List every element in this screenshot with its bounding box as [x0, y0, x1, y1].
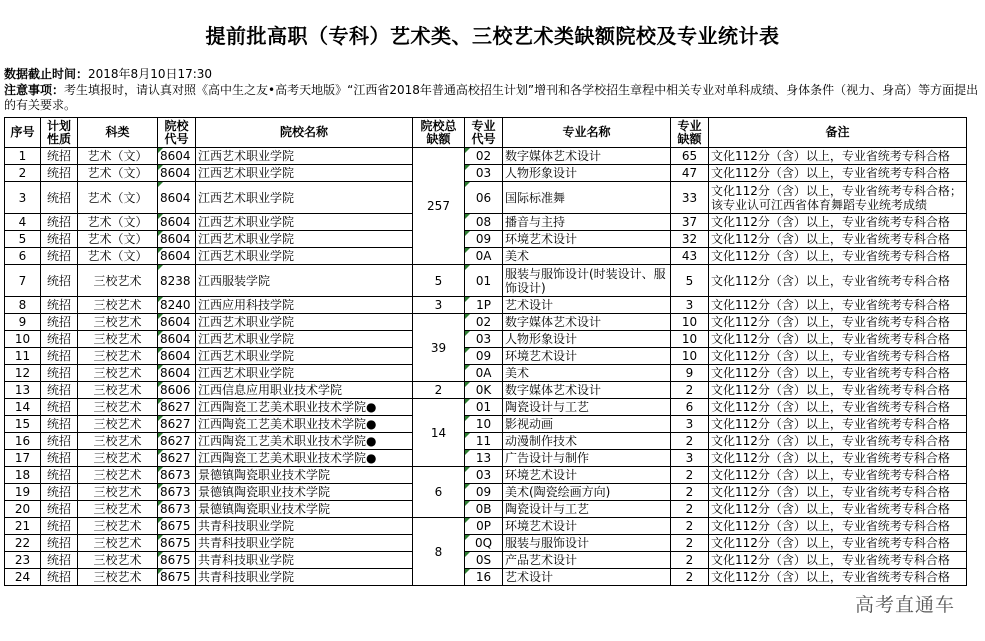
cell-major-gap: 32 — [671, 231, 709, 248]
cell-major-gap: 2 — [671, 433, 709, 450]
cell-major-code: 09 — [465, 231, 503, 248]
cell-seq: 9 — [5, 314, 41, 331]
cell-category: 三校艺术 — [78, 297, 158, 314]
table-row — [5, 165, 967, 182]
cell-major-code: 1P — [465, 297, 503, 314]
cell-plan: 统招 — [41, 535, 78, 552]
cell-school-total: 2 — [413, 382, 465, 399]
cell-school-total: 257 — [413, 148, 465, 265]
cell-major-gap: 3 — [671, 416, 709, 433]
header-school-code: 院校代号 — [158, 118, 196, 148]
cell-school-name: 江西应用科技学院 — [196, 297, 413, 314]
cell-remark: 文化112分（含）以上，专业省统考专科合格 — [709, 416, 967, 433]
cell-major-code: 0K — [465, 382, 503, 399]
cell-school-name: 江西陶瓷工艺美术职业技术学院● — [196, 416, 413, 433]
cell-school-name: 江西艺术职业学院 — [196, 165, 413, 182]
cell-plan: 统招 — [41, 450, 78, 467]
cell-school-total: 14 — [413, 399, 465, 467]
cell-remark: 文化112分（含）以上，专业省统考专科合格 — [709, 365, 967, 382]
cell-school-name: 江西艺术职业学院 — [196, 214, 413, 231]
cell-school-code: 8604 — [158, 331, 196, 348]
cell-major-name: 环境艺术设计 — [503, 518, 671, 535]
cell-category: 三校艺术 — [78, 348, 158, 365]
cell-remark: 文化112分（含）以上，专业省统考专科合格 — [709, 214, 967, 231]
cell-school-name: 江西陶瓷工艺美术职业技术学院● — [196, 433, 413, 450]
cell-remark: 文化112分（含）以上，专业省统考专科合格 — [709, 467, 967, 484]
cell-major-code: 03 — [465, 165, 503, 182]
cell-plan: 统招 — [41, 297, 78, 314]
header-row — [5, 118, 967, 148]
deadline-line — [4, 67, 212, 82]
cell-plan: 统招 — [41, 214, 78, 231]
cell-school-code: 8627 — [158, 450, 196, 467]
cell-major-code: 09 — [465, 484, 503, 501]
table-row — [5, 314, 967, 331]
vacancy-table — [4, 117, 967, 586]
cell-category: 艺术（文） — [78, 248, 158, 265]
cell-major-name: 国际标准舞 — [503, 182, 671, 214]
cell-school-code: 8604 — [158, 214, 196, 231]
cell-major-code: 02 — [465, 314, 503, 331]
cell-category: 三校艺术 — [78, 433, 158, 450]
cell-remark: 文化112分（含）以上，专业省统考专科合格 — [709, 331, 967, 348]
cell-school-name: 江西艺术职业学院 — [196, 248, 413, 265]
watermark-text: 高考直通车 — [854, 594, 955, 616]
cell-major-gap: 37 — [671, 214, 709, 231]
cell-plan: 统招 — [41, 433, 78, 450]
cell-school-code: 8238 — [158, 265, 196, 297]
cell-category: 三校艺术 — [78, 416, 158, 433]
cell-major-name: 美术 — [503, 248, 671, 265]
cell-school-name: 江西信息应用职业技术学院 — [196, 382, 413, 399]
table-row — [5, 248, 967, 265]
cell-major-code: 0B — [465, 501, 503, 518]
cell-plan: 统招 — [41, 518, 78, 535]
cell-school-code: 8673 — [158, 501, 196, 518]
cell-major-name: 人物形象设计 — [503, 331, 671, 348]
cell-plan: 统招 — [41, 265, 78, 297]
cell-seq: 16 — [5, 433, 41, 450]
header-major-code: 专业代号 — [465, 118, 503, 148]
cell-school-code: 8604 — [158, 314, 196, 331]
cell-school-code: 8627 — [158, 416, 196, 433]
cell-major-name: 数字媒体艺术设计 — [503, 148, 671, 165]
cell-major-code: 10 — [465, 416, 503, 433]
cell-plan: 统招 — [41, 248, 78, 265]
cell-plan: 统招 — [41, 314, 78, 331]
cell-plan: 统招 — [41, 501, 78, 518]
cell-major-gap: 10 — [671, 314, 709, 331]
note-line — [4, 83, 979, 113]
cell-seq: 24 — [5, 569, 41, 586]
cell-major-name: 动漫制作技术 — [503, 433, 671, 450]
cell-school-code: 8673 — [158, 467, 196, 484]
table-row — [5, 467, 967, 484]
cell-seq: 3 — [5, 182, 41, 214]
cell-plan: 统招 — [41, 182, 78, 214]
cell-school-code: 8675 — [158, 569, 196, 586]
cell-major-code: 03 — [465, 467, 503, 484]
cell-category: 三校艺术 — [78, 450, 158, 467]
cell-school-code: 8240 — [158, 297, 196, 314]
cell-major-code: 02 — [465, 148, 503, 165]
table-body — [5, 148, 967, 586]
cell-major-name: 影视动画 — [503, 416, 671, 433]
cell-major-gap: 47 — [671, 165, 709, 182]
table-row — [5, 148, 967, 165]
table-row — [5, 569, 967, 586]
cell-category: 艺术（文） — [78, 148, 158, 165]
cell-seq: 17 — [5, 450, 41, 467]
cell-major-gap: 3 — [671, 297, 709, 314]
cell-remark: 文化112分（含）以上，专业省统考专科合格 — [709, 484, 967, 501]
cell-school-code: 8604 — [158, 231, 196, 248]
header-category: 科类 — [78, 118, 158, 148]
cell-school-code: 8604 — [158, 165, 196, 182]
cell-school-name: 江西艺术职业学院 — [196, 182, 413, 214]
cell-category: 艺术（文） — [78, 214, 158, 231]
cell-remark: 文化112分（含）以上，专业省统考专科合格 — [709, 265, 967, 297]
cell-major-code: 0A — [465, 248, 503, 265]
cell-major-name: 人物形象设计 — [503, 165, 671, 182]
cell-major-gap: 33 — [671, 182, 709, 214]
cell-category: 三校艺术 — [78, 484, 158, 501]
table-row — [5, 331, 967, 348]
cell-school-code: 8604 — [158, 148, 196, 165]
cell-major-name: 艺术设计 — [503, 569, 671, 586]
cell-category: 艺术（文） — [78, 182, 158, 214]
cell-plan: 统招 — [41, 569, 78, 586]
cell-major-code: 03 — [465, 331, 503, 348]
cell-school-name: 江西艺术职业学院 — [196, 231, 413, 248]
cell-school-total: 6 — [413, 467, 465, 518]
cell-plan: 统招 — [41, 231, 78, 248]
header-major-gap: 专业缺额 — [671, 118, 709, 148]
cell-category: 艺术（文） — [78, 165, 158, 182]
cell-school-name: 景德镇陶瓷职业技术学院 — [196, 484, 413, 501]
cell-remark: 文化112分（含）以上，专业省统考专科合格 — [709, 148, 967, 165]
cell-school-name: 景德镇陶瓷职业技术学院 — [196, 501, 413, 518]
cell-remark: 文化112分（含）以上，专业省统考专科合格 — [709, 399, 967, 416]
cell-major-code: 06 — [465, 182, 503, 214]
cell-seq: 18 — [5, 467, 41, 484]
cell-school-name: 景德镇陶瓷职业技术学院 — [196, 467, 413, 484]
cell-remark: 文化112分（含）以上，专业省统考专科合格 — [709, 231, 967, 248]
page-title: 提前批高职（专科）艺术类、三校艺术类缺额院校及专业统计表 — [205, 24, 780, 48]
table-row — [5, 365, 967, 382]
table-row — [5, 535, 967, 552]
table-row — [5, 214, 967, 231]
cell-school-code: 8606 — [158, 382, 196, 399]
cell-school-total: 39 — [413, 314, 465, 382]
cell-seq: 22 — [5, 535, 41, 552]
cell-school-name: 江西艺术职业学院 — [196, 331, 413, 348]
cell-school-code: 8675 — [158, 518, 196, 535]
cell-remark: 文化112分（含）以上，专业省统考专科合格 — [709, 314, 967, 331]
deadline-value: 2018年8月10日17:30 — [88, 67, 213, 81]
header-major-name: 专业名称 — [503, 118, 671, 148]
cell-major-gap: 2 — [671, 569, 709, 586]
cell-category: 三校艺术 — [78, 501, 158, 518]
table-row — [5, 552, 967, 569]
cell-major-name: 美术(陶瓷绘画方向) — [503, 484, 671, 501]
cell-plan: 统招 — [41, 399, 78, 416]
cell-seq: 10 — [5, 331, 41, 348]
cell-major-gap: 6 — [671, 399, 709, 416]
cell-major-name: 数字媒体艺术设计 — [503, 314, 671, 331]
cell-plan: 统招 — [41, 382, 78, 399]
cell-major-name: 播音与主持 — [503, 214, 671, 231]
cell-seq: 8 — [5, 297, 41, 314]
note-text: 考生填报时，请认真对照《高中生之友•高考天地版》“江西省2018年普通高校招生计划”增刊和各学校招生章程中相关专业对单科成绩、身体条件（视力、身高）等方面提出的有关要求。 — [4, 83, 979, 112]
cell-category: 三校艺术 — [78, 552, 158, 569]
cell-school-total: 8 — [413, 518, 465, 586]
cell-major-name: 产品艺术设计 — [503, 552, 671, 569]
cell-major-name: 环境艺术设计 — [503, 467, 671, 484]
cell-major-name: 陶瓷设计与工艺 — [503, 399, 671, 416]
cell-major-code: 08 — [465, 214, 503, 231]
cell-seq: 15 — [5, 416, 41, 433]
cell-remark: 文化112分（含）以上，专业省统考专科合格 — [709, 535, 967, 552]
cell-major-gap: 9 — [671, 365, 709, 382]
cell-plan: 统招 — [41, 552, 78, 569]
cell-major-code: 09 — [465, 348, 503, 365]
cell-school-code: 8627 — [158, 433, 196, 450]
cell-seq: 19 — [5, 484, 41, 501]
cell-category: 三校艺术 — [78, 365, 158, 382]
cell-remark: 文化112分（含）以上，专业省统考专科合格 — [709, 297, 967, 314]
cell-school-code: 8675 — [158, 535, 196, 552]
cell-major-gap: 3 — [671, 450, 709, 467]
cell-major-gap: 2 — [671, 552, 709, 569]
cell-remark: 文化112分（含）以上，专业省统考专科合格 — [709, 248, 967, 265]
cell-major-name: 服装与服饰设计 — [503, 535, 671, 552]
cell-remark: 文化112分（含）以上，专业省统考专科合格 — [709, 433, 967, 450]
table-row — [5, 501, 967, 518]
cell-major-code: 0P — [465, 518, 503, 535]
header-school-name: 院校名称 — [196, 118, 413, 148]
cell-plan: 统招 — [41, 348, 78, 365]
cell-school-code: 8673 — [158, 484, 196, 501]
cell-category: 三校艺术 — [78, 535, 158, 552]
header-remark: 备注 — [709, 118, 967, 148]
cell-major-code: 0Q — [465, 535, 503, 552]
cell-school-code: 8675 — [158, 552, 196, 569]
table-row — [5, 231, 967, 248]
cell-seq: 20 — [5, 501, 41, 518]
table-row — [5, 399, 967, 416]
cell-school-total: 3 — [413, 297, 465, 314]
cell-school-name: 江西陶瓷工艺美术职业技术学院● — [196, 450, 413, 467]
cell-major-name: 广告设计与制作 — [503, 450, 671, 467]
note-label: 注意事项： — [4, 83, 65, 97]
cell-remark: 文化112分（含）以上，专业省统考专科合格 — [709, 382, 967, 399]
cell-major-gap: 2 — [671, 382, 709, 399]
cell-major-gap: 2 — [671, 501, 709, 518]
cell-school-code: 8604 — [158, 248, 196, 265]
cell-category: 三校艺术 — [78, 569, 158, 586]
table-row — [5, 433, 967, 450]
cell-school-name: 江西服装学院 — [196, 265, 413, 297]
cell-seq: 1 — [5, 148, 41, 165]
cell-major-gap: 2 — [671, 484, 709, 501]
cell-major-gap: 10 — [671, 331, 709, 348]
cell-remark: 文化112分（含）以上，专业省统考专科合格 — [709, 569, 967, 586]
cell-major-name: 艺术设计 — [503, 297, 671, 314]
table-row — [5, 182, 967, 214]
cell-remark: 文化112分（含）以上，专业省统考专科合格 — [709, 518, 967, 535]
cell-major-name: 环境艺术设计 — [503, 231, 671, 248]
cell-major-name: 数字媒体艺术设计 — [503, 382, 671, 399]
cell-seq: 14 — [5, 399, 41, 416]
cell-remark: 文化112分（含）以上，专业省统考专科合格；该专业认可江西省体育舞蹈专业统考成绩 — [709, 182, 967, 214]
cell-school-name: 共青科技职业学院 — [196, 535, 413, 552]
cell-remark: 文化112分（含）以上，专业省统考专科合格 — [709, 450, 967, 467]
table-row — [5, 450, 967, 467]
cell-seq: 5 — [5, 231, 41, 248]
cell-school-name: 江西艺术职业学院 — [196, 348, 413, 365]
table-row — [5, 484, 967, 501]
cell-category: 三校艺术 — [78, 518, 158, 535]
cell-category: 艺术（文） — [78, 231, 158, 248]
cell-school-name: 江西艺术职业学院 — [196, 148, 413, 165]
cell-school-name: 共青科技职业学院 — [196, 552, 413, 569]
cell-remark: 文化112分（含）以上，专业省统考专科合格 — [709, 501, 967, 518]
cell-school-code: 8604 — [158, 365, 196, 382]
cell-major-name: 环境艺术设计 — [503, 348, 671, 365]
cell-major-gap: 10 — [671, 348, 709, 365]
cell-seq: 6 — [5, 248, 41, 265]
cell-school-total: 5 — [413, 265, 465, 297]
cell-school-name: 共青科技职业学院 — [196, 518, 413, 535]
cell-school-name: 江西艺术职业学院 — [196, 314, 413, 331]
cell-seq: 21 — [5, 518, 41, 535]
cell-major-code: 01 — [465, 399, 503, 416]
cell-major-code: 13 — [465, 450, 503, 467]
cell-remark: 文化112分（含）以上，专业省统考专科合格 — [709, 348, 967, 365]
cell-school-name: 共青科技职业学院 — [196, 569, 413, 586]
table-row — [5, 518, 967, 535]
cell-major-code: 0S — [465, 552, 503, 569]
cell-plan: 统招 — [41, 484, 78, 501]
cell-plan: 统招 — [41, 165, 78, 182]
cell-major-gap: 2 — [671, 518, 709, 535]
cell-remark: 文化112分（含）以上，专业省统考专科合格 — [709, 165, 967, 182]
cell-category: 三校艺术 — [78, 467, 158, 484]
cell-seq: 7 — [5, 265, 41, 297]
cell-category: 三校艺术 — [78, 265, 158, 297]
deadline-label: 数据截止时间： — [4, 67, 89, 81]
cell-seq: 4 — [5, 214, 41, 231]
cell-major-name: 美术 — [503, 365, 671, 382]
cell-school-code: 8627 — [158, 399, 196, 416]
cell-major-gap: 5 — [671, 265, 709, 297]
header-plan: 计划性质 — [41, 118, 78, 148]
cell-major-code: 0A — [465, 365, 503, 382]
table-row — [5, 265, 967, 297]
cell-plan: 统招 — [41, 467, 78, 484]
cell-seq: 23 — [5, 552, 41, 569]
header-seq: 序号 — [5, 118, 41, 148]
cell-plan: 统招 — [41, 416, 78, 433]
cell-major-gap: 2 — [671, 535, 709, 552]
table-row — [5, 382, 967, 399]
table-row — [5, 297, 967, 314]
cell-remark: 文化112分（含）以上，专业省统考专科合格 — [709, 552, 967, 569]
table-row — [5, 348, 967, 365]
cell-seq: 13 — [5, 382, 41, 399]
cell-major-name: 陶瓷设计与工艺 — [503, 501, 671, 518]
cell-plan: 统招 — [41, 331, 78, 348]
cell-school-code: 8604 — [158, 348, 196, 365]
cell-major-gap: 43 — [671, 248, 709, 265]
cell-major-name: 服装与服饰设计(时装设计、服饰设计) — [503, 265, 671, 297]
cell-major-gap: 65 — [671, 148, 709, 165]
cell-seq: 12 — [5, 365, 41, 382]
table-row — [5, 416, 967, 433]
cell-category: 三校艺术 — [78, 314, 158, 331]
cell-school-name: 江西陶瓷工艺美术职业技术学院● — [196, 399, 413, 416]
cell-plan: 统招 — [41, 365, 78, 382]
cell-major-gap: 2 — [671, 467, 709, 484]
cell-category: 三校艺术 — [78, 382, 158, 399]
cell-seq: 2 — [5, 165, 41, 182]
cell-major-code: 16 — [465, 569, 503, 586]
header-school-total: 院校总缺额 — [413, 118, 465, 148]
cell-major-code: 11 — [465, 433, 503, 450]
cell-major-code: 01 — [465, 265, 503, 297]
cell-school-code: 8604 — [158, 182, 196, 214]
cell-category: 三校艺术 — [78, 331, 158, 348]
cell-seq: 11 — [5, 348, 41, 365]
cell-category: 三校艺术 — [78, 399, 158, 416]
cell-plan: 统招 — [41, 148, 78, 165]
cell-school-name: 江西艺术职业学院 — [196, 365, 413, 382]
